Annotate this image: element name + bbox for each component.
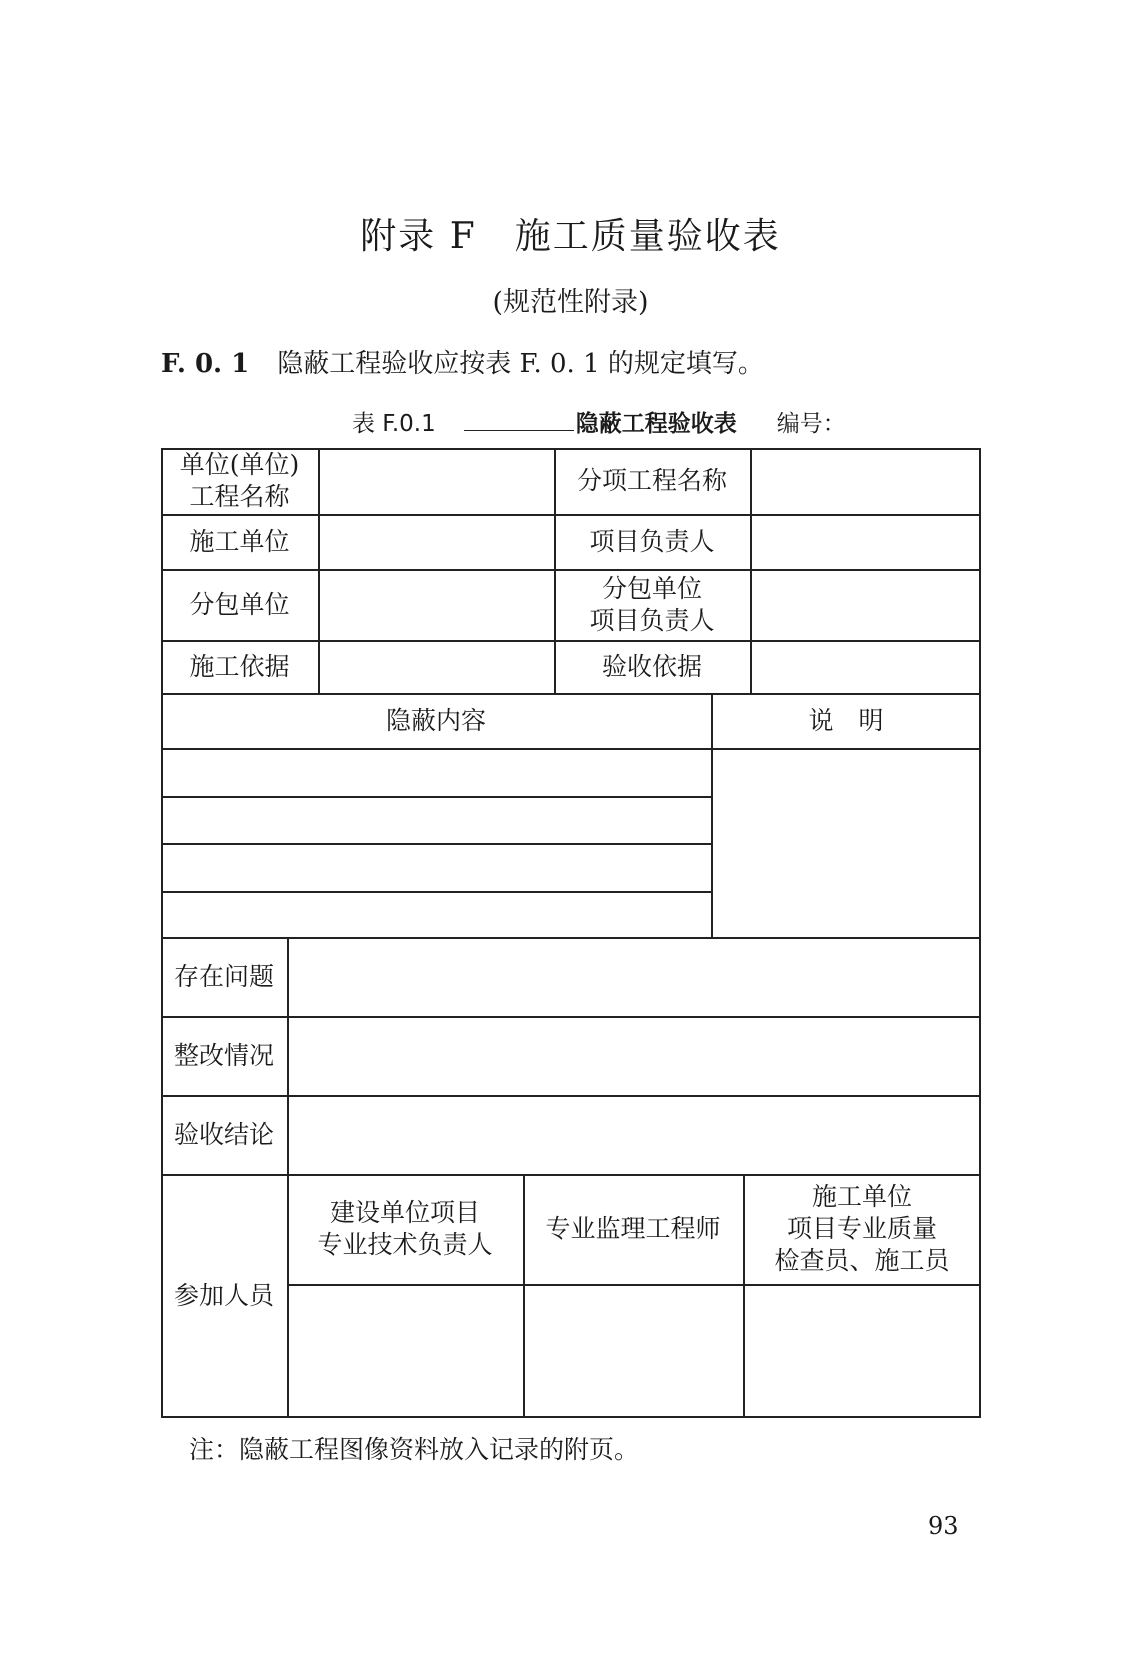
page-number: 93 xyxy=(928,1512,959,1540)
clause-text: 隐蔽工程验收应按表 F. 0. 1 的规定填写。 xyxy=(277,349,764,379)
header-remarks: 说 明 xyxy=(808,705,884,735)
table-note: 注：隐蔽工程图像资料放入记录的附页。 xyxy=(189,1435,640,1464)
field-conclusion[interactable] xyxy=(287,1095,981,1174)
header-hidden-content: 隐蔽内容 xyxy=(385,705,486,735)
clause-number: F. 0. 1 xyxy=(161,349,250,379)
field-rectification[interactable] xyxy=(287,1016,981,1095)
clause xyxy=(161,343,764,380)
field-problems[interactable] xyxy=(287,937,981,1016)
label-sub-project-name: 分项工程名称 xyxy=(576,466,727,495)
label-unit-project-name: 单位(单位) 工程名称 xyxy=(179,450,300,511)
table-caption xyxy=(352,405,846,438)
field-project-manager[interactable] xyxy=(750,514,981,569)
field-subcontract-unit[interactable] xyxy=(318,569,554,640)
hidden-content-row[interactable] xyxy=(161,891,711,937)
hidden-content-row[interactable] xyxy=(161,796,711,843)
page-title: 附录 F 施工质量验收表 xyxy=(360,216,781,257)
label-subcontract-unit: 分包单位 xyxy=(189,589,290,619)
label-problems: 存在问题 xyxy=(173,961,274,991)
label-rectification: 整改情况 xyxy=(173,1040,274,1070)
field-construction-basis[interactable] xyxy=(318,640,554,693)
signature-contractor[interactable] xyxy=(743,1284,981,1418)
field-unit-project-name[interactable] xyxy=(318,448,554,514)
field-acceptance-basis[interactable] xyxy=(750,640,981,693)
field-subcontract-manager[interactable] xyxy=(750,569,981,640)
label-participants: 参加人员 xyxy=(173,1281,274,1310)
serial-label: 编号： xyxy=(776,411,846,437)
field-sub-project-name[interactable] xyxy=(750,448,981,514)
label-project-manager: 项目负责人 xyxy=(589,526,715,556)
label-participant-supervisor: 专业监理工程师 xyxy=(545,1214,721,1243)
label-subcontract-manager: 分包单位 项目负责人 xyxy=(589,573,715,635)
signature-owner[interactable] xyxy=(287,1284,523,1418)
label-construction-unit: 施工单位 xyxy=(189,526,290,556)
acceptance-table xyxy=(161,448,981,1418)
blank-line xyxy=(464,410,574,431)
label-acceptance-basis: 验收依据 xyxy=(601,651,702,681)
page-subtitle: (规范性附录) xyxy=(492,287,649,318)
signature-supervisor[interactable] xyxy=(523,1284,743,1418)
label-conclusion: 验收结论 xyxy=(173,1119,274,1149)
table-label: 表 F.0.1 xyxy=(352,411,436,437)
hidden-content-row[interactable] xyxy=(161,843,711,891)
label-participant-contractor: 施工单位 项目专业质量 检查员、施工员 xyxy=(774,1182,950,1275)
field-construction-unit[interactable] xyxy=(318,514,554,569)
table-title: 隐蔽工程验收表 xyxy=(575,411,737,437)
hidden-content-row[interactable] xyxy=(161,748,711,796)
label-participant-owner: 建设单位项目 专业技术负责人 xyxy=(317,1198,493,1259)
remarks-field[interactable] xyxy=(711,748,981,937)
label-construction-basis: 施工依据 xyxy=(189,651,290,681)
